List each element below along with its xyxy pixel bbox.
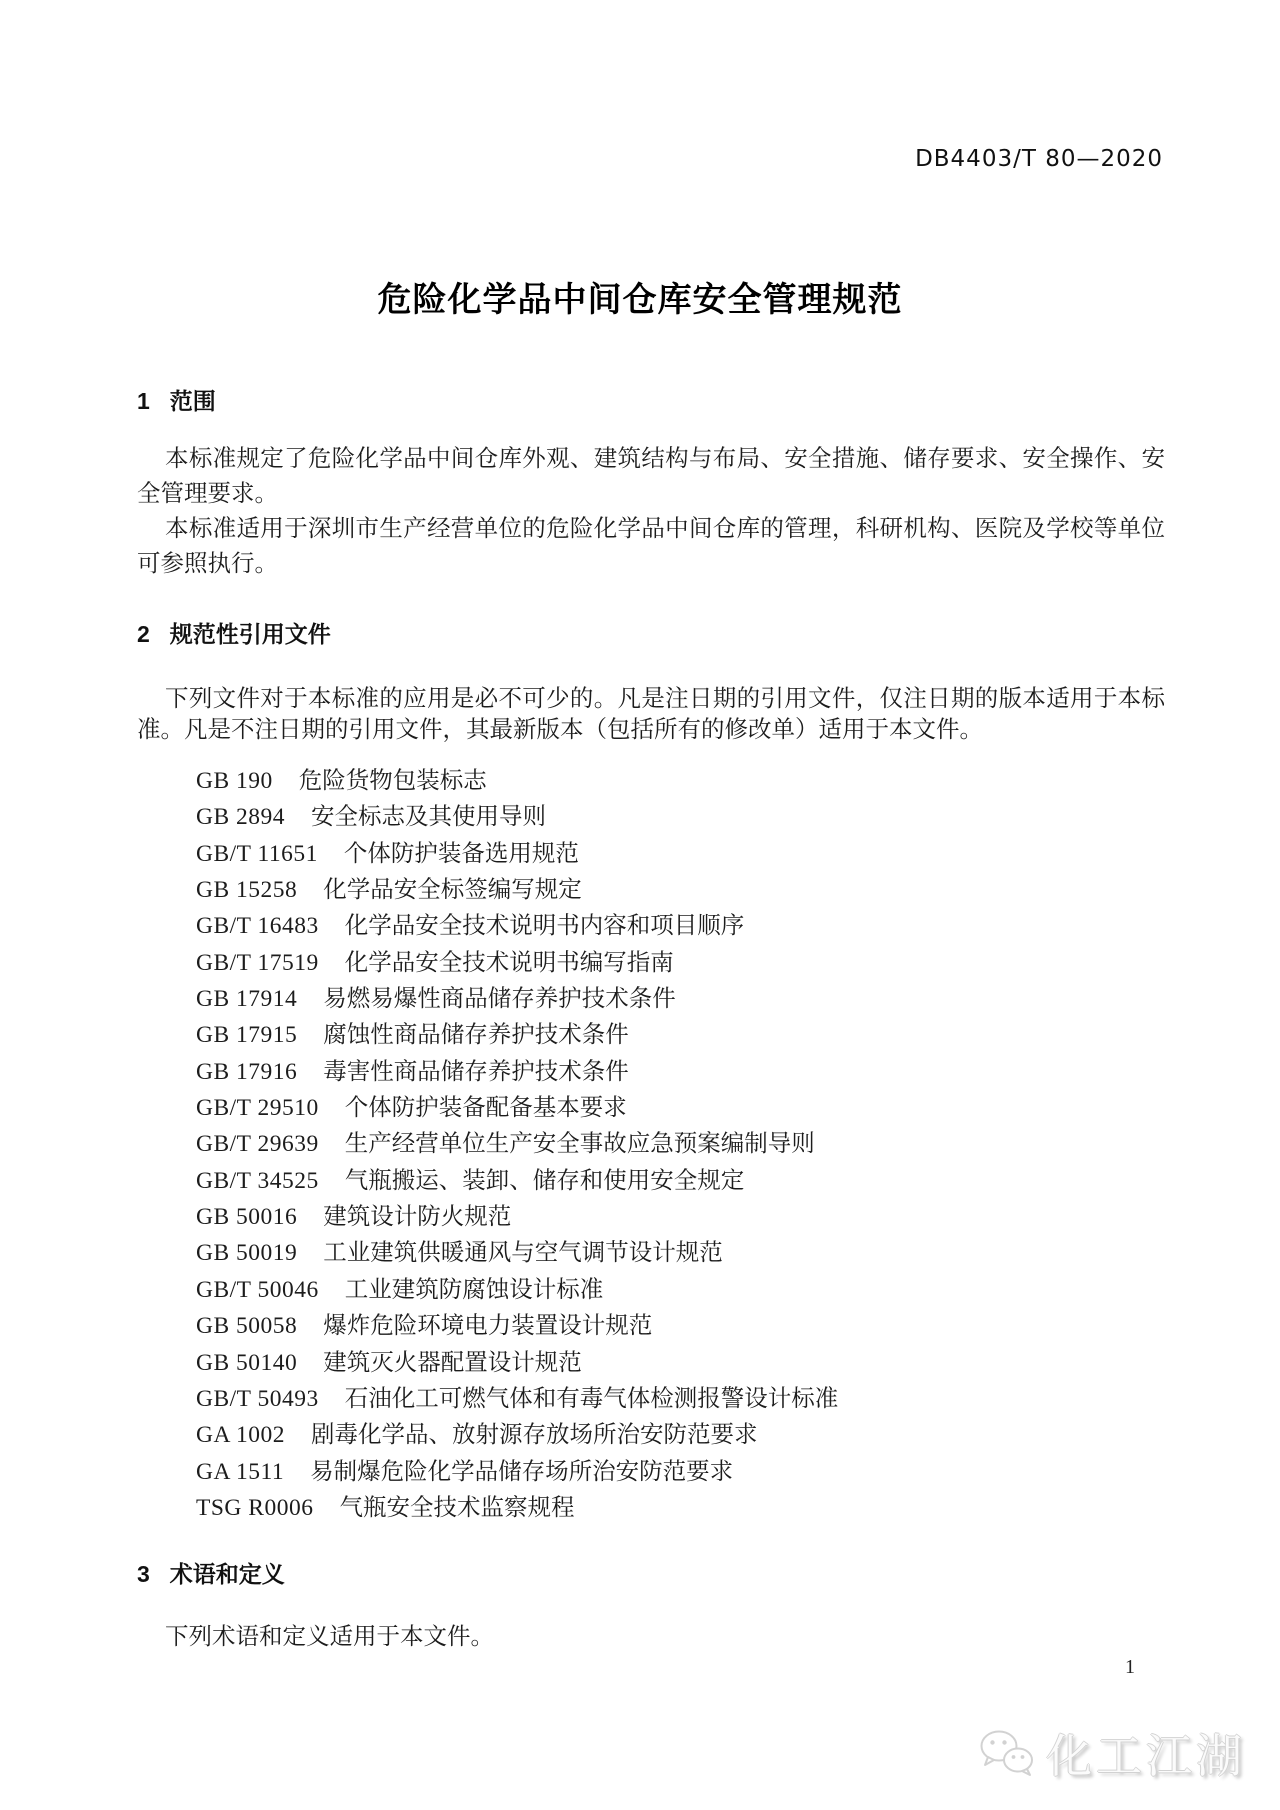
reference-title: 化学品安全标签编写规定 <box>323 877 582 904</box>
reference-code: GB/T 29639 <box>196 1131 319 1158</box>
reference-code: GB 17916 <box>196 1058 298 1085</box>
reference-code: GB/T 16483 <box>196 913 319 940</box>
section-number: 2 <box>137 621 150 647</box>
reference-item <box>196 1490 838 1526</box>
reference-title: 爆炸危险环境电力装置设计规范 <box>323 1313 653 1340</box>
standard-code: DB4403/T 80—2020 <box>915 146 1163 172</box>
reference-code: GB 50016 <box>196 1204 298 1231</box>
reference-code: GB/T 29510 <box>196 1095 319 1122</box>
reference-item <box>196 981 838 1017</box>
reference-code: GB 190 <box>196 768 273 794</box>
watermark-text: 化工江湖 <box>1046 1730 1246 1782</box>
reference-item <box>196 763 838 799</box>
paragraph: 下列术语和定义适用于本文件。 <box>165 1624 494 1650</box>
reference-item <box>196 1381 838 1417</box>
reference-code: GB/T 17519 <box>196 949 319 976</box>
paragraph: 下列文件对于本标准的应用是必不可少的。凡是注日期的引用文件，仅注日期的版本适用于本标准。凡是不注日期的引用文件，其最新版本（包括所有的修改单）适用于本文件。 <box>137 686 1165 743</box>
reference-code: GA 1511 <box>196 1458 285 1485</box>
reference-title: 气瓶安全技术监察规程 <box>339 1494 575 1521</box>
reference-title: 工业建筑防腐蚀设计标准 <box>344 1276 604 1303</box>
reference-code: GB 50140 <box>196 1349 298 1376</box>
reference-item <box>196 1345 838 1381</box>
reference-title: 石油化工可燃气体和有毒气体检测报警设计标准 <box>344 1385 839 1412</box>
reference-code: GB 50019 <box>196 1240 298 1267</box>
reference-code: GB 17914 <box>196 986 298 1013</box>
page-number: 1 <box>1125 1656 1135 1678</box>
section-heading-label: 范围 <box>169 388 216 414</box>
reference-title: 建筑设计防火规范 <box>323 1204 512 1231</box>
reference-item <box>196 836 838 872</box>
reference-item <box>196 1017 838 1053</box>
section-heading-normative-references <box>137 616 331 649</box>
reference-item <box>196 1090 838 1126</box>
document-title: 危险化学品中间仓库安全管理规范 <box>377 281 903 319</box>
reference-item <box>196 1417 838 1453</box>
scope-paragraphs <box>137 442 1165 582</box>
reference-title: 危险货物包装标志 <box>298 768 487 794</box>
reference-item <box>196 1454 838 1490</box>
terms-paragraphs <box>137 1620 1165 1654</box>
reference-title: 生产经营单位生产安全事故应急预案编制导则 <box>344 1131 815 1158</box>
reference-item <box>196 1235 838 1271</box>
paragraph: 本标准适用于深圳市生产经营单位的危险化学品中间仓库的管理，科研机构、医院及学校等单位可参照执行。 <box>137 516 1165 577</box>
reference-item <box>196 1054 838 1090</box>
reference-title: 建筑灭火器配置设计规范 <box>323 1349 582 1376</box>
reference-title: 化学品安全技术说明书内容和项目顺序 <box>344 913 745 940</box>
reference-item <box>196 945 838 981</box>
reference-item <box>196 799 838 835</box>
reference-title: 化学品安全技术说明书编写指南 <box>344 949 674 976</box>
section-heading-label: 术语和定义 <box>169 1561 285 1587</box>
reference-code: GB 50058 <box>196 1313 298 1340</box>
reference-item <box>196 1163 838 1199</box>
reference-title: 工业建筑供暖通风与空气调节设计规范 <box>323 1240 723 1267</box>
reference-title: 毒害性商品储存养护技术条件 <box>323 1058 629 1085</box>
reference-item <box>196 1308 838 1344</box>
section-number: 1 <box>137 388 150 414</box>
reference-title: 易制爆危险化学品储存场所治安防范要求 <box>310 1458 734 1485</box>
reference-code: GB 15258 <box>196 877 298 904</box>
reference-code: GB/T 50493 <box>196 1385 319 1412</box>
reference-item <box>196 872 838 908</box>
reference-code: GB 2894 <box>196 804 286 831</box>
reference-item <box>196 908 838 944</box>
references-intro <box>137 684 1165 746</box>
reference-code: GB/T 34525 <box>196 1167 319 1194</box>
reference-title: 腐蚀性商品储存养护技术条件 <box>323 1022 629 1049</box>
reference-title: 个体防护装备配备基本要求 <box>344 1095 627 1122</box>
section-heading-terms <box>137 1556 285 1589</box>
reference-code: GA 1002 <box>196 1422 286 1449</box>
reference-item <box>196 1199 838 1235</box>
wechat-icon <box>978 1728 1036 1778</box>
section-heading-label: 规范性引用文件 <box>169 621 331 647</box>
reference-code: TSG R0006 <box>196 1494 314 1521</box>
reference-code: GB 17915 <box>196 1022 298 1049</box>
reference-item <box>196 1272 838 1308</box>
reference-title: 安全标志及其使用导则 <box>311 804 547 831</box>
reference-code: GB/T 50046 <box>196 1276 319 1303</box>
reference-item <box>196 1126 838 1162</box>
watermark-brand <box>978 1720 1246 1786</box>
reference-title: 剧毒化学品、放射源存放场所治安防范要求 <box>311 1422 758 1449</box>
reference-list <box>196 763 838 1526</box>
reference-title: 易燃易爆性商品储存养护技术条件 <box>323 986 676 1013</box>
section-heading-scope <box>137 383 216 416</box>
section-number: 3 <box>137 1561 150 1587</box>
paragraph: 本标准规定了危险化学品中间仓库外观、建筑结构与布局、安全措施、储存要求、安全操作、安全管理要求。 <box>137 446 1165 507</box>
reference-code: GB/T 11651 <box>196 840 318 867</box>
reference-title: 气瓶搬运、装卸、储存和使用安全规定 <box>344 1167 745 1194</box>
reference-title: 个体防护装备选用规范 <box>343 840 579 867</box>
